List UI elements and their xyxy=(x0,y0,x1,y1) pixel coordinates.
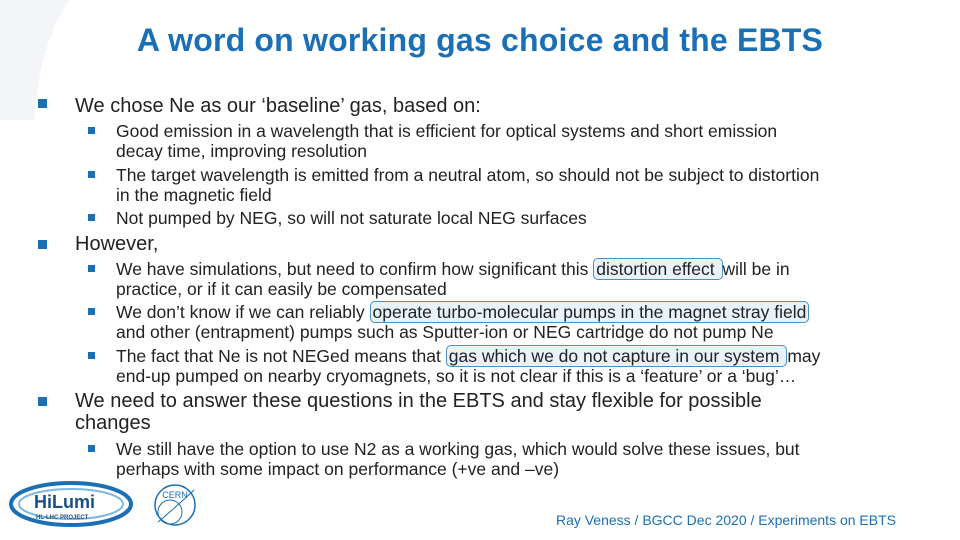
slide-title: A word on working gas choice and the EBTS xyxy=(136,22,824,58)
section-heading: We need to answer these questions in the EBTS and stay flexible for possible changes xyxy=(75,390,762,434)
bullet-icon xyxy=(88,265,95,272)
svg-text:HL-LHC PROJECT: HL-LHC PROJECT xyxy=(36,515,89,521)
bullet-icon xyxy=(88,127,95,134)
bullet-icon xyxy=(88,214,95,221)
bullet-icon xyxy=(88,308,95,315)
list-item: Not pumped by NEG, so will not saturate local NEG surfaces xyxy=(116,208,587,228)
bullet-icon xyxy=(38,99,47,108)
bullet-icon xyxy=(88,171,95,178)
cern-logo xyxy=(148,478,202,532)
list-item: The fact that Ne is not NEGed means that gas which we do not capture in our system may end-up pumped on nearby cryomagnets, so it is not clear if this is a ‘feature’ or a ‘bug’… xyxy=(116,346,821,386)
bullet-icon xyxy=(38,397,47,406)
bullet-icon xyxy=(38,240,47,249)
bullet-icon xyxy=(88,352,95,359)
list-item: We still have the option to use N2 as a working gas, which would solve these issues, but perhaps with some impact on performance (+ve and –ve) xyxy=(116,439,800,479)
section-heading: We chose Ne as our ‘baseline’ gas, based on: xyxy=(75,95,481,117)
section-heading: However, xyxy=(75,233,159,255)
list-item: Good emission in a wavelength that is efficient for optical systems and short emission decay time, improving resolution xyxy=(116,121,778,161)
list-item: We don’t know if we can reliably operate turbo-molecular pumps in the magnet stray field and other (entrapment) pumps such as Sputter-ion or NEG cartridge do not pump Ne xyxy=(116,302,936,342)
hilumi-logo xyxy=(8,478,134,530)
bullet-icon xyxy=(88,445,95,452)
footer-text: Ray Veness / BGCC Dec 2020 / Experiments on EBTS xyxy=(555,512,896,528)
svg-text:HiLumi: HiLumi xyxy=(34,492,95,512)
list-item: We have simulations, but need to confirm how significant this distortion effect will be in practice, or if it can easily be compensated xyxy=(116,259,790,299)
list-item: The target wavelength is emitted from a neutral atom, so should not be subject to distortion in the magnetic field xyxy=(116,165,820,205)
svg-text:CERN: CERN xyxy=(162,490,188,500)
highlight-box: operate turbo-molecular pumps in the magnet stray field xyxy=(370,301,810,323)
highlight-box: distortion effect xyxy=(593,258,722,280)
highlight-box: gas which we do not capture in our system xyxy=(446,345,788,367)
